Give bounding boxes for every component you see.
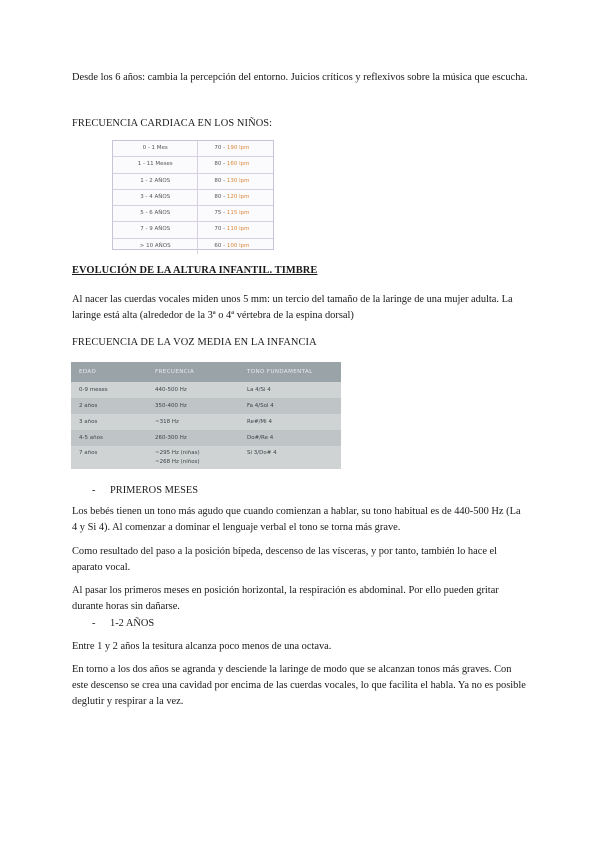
heart-rate-bpm: 70 - 110 lpm (214, 226, 250, 233)
birth-paragraph: Al nacer las cuerdas vocales miden unos 5 mm: un tercio del tamaño de la laringe de una mujer adulta. La laringe está alta (alrededor de la 3ª o 4ª vértebra de la espina dorsal) (72, 294, 513, 321)
bpm-high: 190 lpm (226, 145, 250, 151)
voice-tone: La 4/Si 4 (247, 387, 271, 393)
voice-row (71, 398, 341, 414)
voice-row (71, 446, 341, 470)
voice-frequency: ~318 Hz (155, 419, 179, 425)
bullet-1-2-anos (92, 618, 154, 629)
bullet-dash: - (92, 618, 96, 629)
heart-rate-age: 7 - 9 AÑOS (113, 222, 198, 237)
voice-frequency-cell (147, 414, 239, 430)
voice-frequency: 260-300 Hz (155, 435, 187, 441)
bpm-high: 115 lpm (226, 210, 250, 217)
heart-rate-age: 0 - 1 Mes (113, 141, 198, 156)
heart-rate-age: 1 - 11 Meses (113, 157, 198, 172)
heart-rate-heading: FRECUENCIA CARDIACA EN LOS NIÑOS: (72, 118, 273, 129)
tessitura-paragraph: Entre 1 y 2 años la tesitura alcanza poco menos de una octava. (72, 641, 332, 652)
bpm-low: 70 (214, 226, 222, 233)
voice-age: 0-9 meses (79, 387, 108, 393)
voice-frequency-cell (147, 398, 239, 414)
voice-tone: Si 3/Do# 4 (247, 450, 277, 456)
bullet-primeros-meses (92, 485, 198, 496)
voice-frequency-cell (147, 430, 239, 446)
heart-rate-row (113, 157, 273, 173)
voice-frequency-secondary: ~268 Hz (niños) (155, 459, 200, 465)
babies-paragraph: Los bebés tienen un tono más agudo que cuando comienzan a hablar, su tono habitual es de 440-500 Hz (La 4 y Si 4). Al comenzar a dominar el lenguaje verbal el tono se torna más grave. (72, 506, 521, 533)
heart-rate-age: 5 - 6 AÑOS (113, 206, 198, 221)
bpm-low: 80 (214, 193, 222, 200)
heart-rate-age: 1 - 2 AÑOS (113, 174, 198, 189)
heart-rate-bpm: 75 - 115 lpm (214, 210, 250, 217)
voice-tone: Re#/Mi 4 (247, 419, 272, 425)
heart-rate-bpm: 80 - 120 lpm (214, 193, 250, 200)
voice-frequency-cell (147, 446, 239, 470)
voice-row (71, 382, 341, 398)
heart-rate-age: 3 - 4 AÑOS (113, 190, 198, 205)
voice-row (71, 414, 341, 430)
voice-frequency: ~295 Hz (niñas) (155, 450, 200, 456)
bpm-low: 60 (214, 242, 222, 249)
heart-rate-row (113, 239, 273, 254)
column-header-age: EDAD (79, 369, 97, 375)
bpm-high: 120 lpm (226, 193, 250, 200)
bullet-label: 1-2 AÑOS (110, 618, 155, 629)
voice-age: 4-5 años (79, 435, 103, 441)
heart-rate-row (113, 174, 273, 190)
voice-age: 2 años (79, 403, 98, 409)
column-header-frequency: FRECUENCIA (155, 369, 195, 375)
heart-rate-row (113, 222, 273, 238)
heart-rate-row (113, 190, 273, 206)
voice-age: 7 años (79, 450, 98, 456)
bpm-low: 80 (214, 161, 222, 168)
voice-age: 3 años (79, 419, 98, 425)
bpm-low: 70 (214, 145, 222, 151)
voice-frequency-table (71, 362, 341, 469)
voice-tone: Do#/Re 4 (247, 435, 274, 441)
section-title: EVOLUCIÓN DE LA ALTURA INFANTIL. TIMBRE (72, 265, 318, 276)
voice-frequency-cell (147, 382, 239, 398)
heart-rate-bpm: 80 - 160 lpm (214, 161, 250, 168)
voice-frequency: 440-500 Hz (155, 387, 187, 393)
intro-paragraph: Desde los 6 años: cambia la percepción del entorno. Juicios críticos y reflexivos sobre la música que escucha. (72, 72, 528, 83)
heart-rate-age: > 10 AÑOS (113, 239, 198, 254)
horizontal-paragraph: Al pasar los primeros meses en posición horizontal, la respiración es abdominal. Por ello pueden gritar durante horas sin dañarse. (72, 585, 499, 612)
heart-rate-bpm: 60 - 100 lpm (214, 242, 250, 249)
column-header-tone: TONO FUNDAMENTAL (247, 369, 313, 375)
heart-rate-row (113, 141, 273, 157)
bullet-dash: - (92, 485, 96, 496)
bpm-high: 110 lpm (226, 226, 250, 233)
heart-rate-table (112, 140, 274, 250)
voice-row (71, 430, 341, 446)
bpm-high: 130 lpm (226, 177, 250, 184)
heart-rate-row (113, 206, 273, 222)
voice-frequency: 350-400 Hz (155, 403, 187, 409)
bipedal-paragraph: Como resultado del paso a la posición bípeda, descenso de las vísceras, y por tanto, también lo hace el aparato vocal. (72, 546, 498, 573)
bpm-low: 80 (214, 177, 222, 184)
voice-tone: Fa 4/Sol 4 (247, 403, 274, 409)
voice-table-header (71, 362, 341, 382)
heart-rate-bpm: 80 - 130 lpm (214, 177, 250, 184)
bpm-high: 160 lpm (226, 161, 250, 168)
voice-frequency-heading: FRECUENCIA DE LA VOZ MEDIA EN LA INFANCIA (72, 337, 317, 348)
bpm-high: 100 lpm (226, 242, 250, 249)
bullet-label: PRIMEROS MESES (110, 485, 199, 496)
heart-rate-bpm: 70 - 190 lpm (214, 145, 250, 151)
larynx-paragraph: En torno a los dos años se agranda y desciende la laringe de modo que se alcanzan tonos más graves. Con este descenso se crea una cavidad por encima de las cuerdas vocales, lo que facilita el habla. Ya no es posible deglutir y respirar a la vez. (72, 664, 526, 707)
bpm-low: 75 (214, 210, 222, 217)
